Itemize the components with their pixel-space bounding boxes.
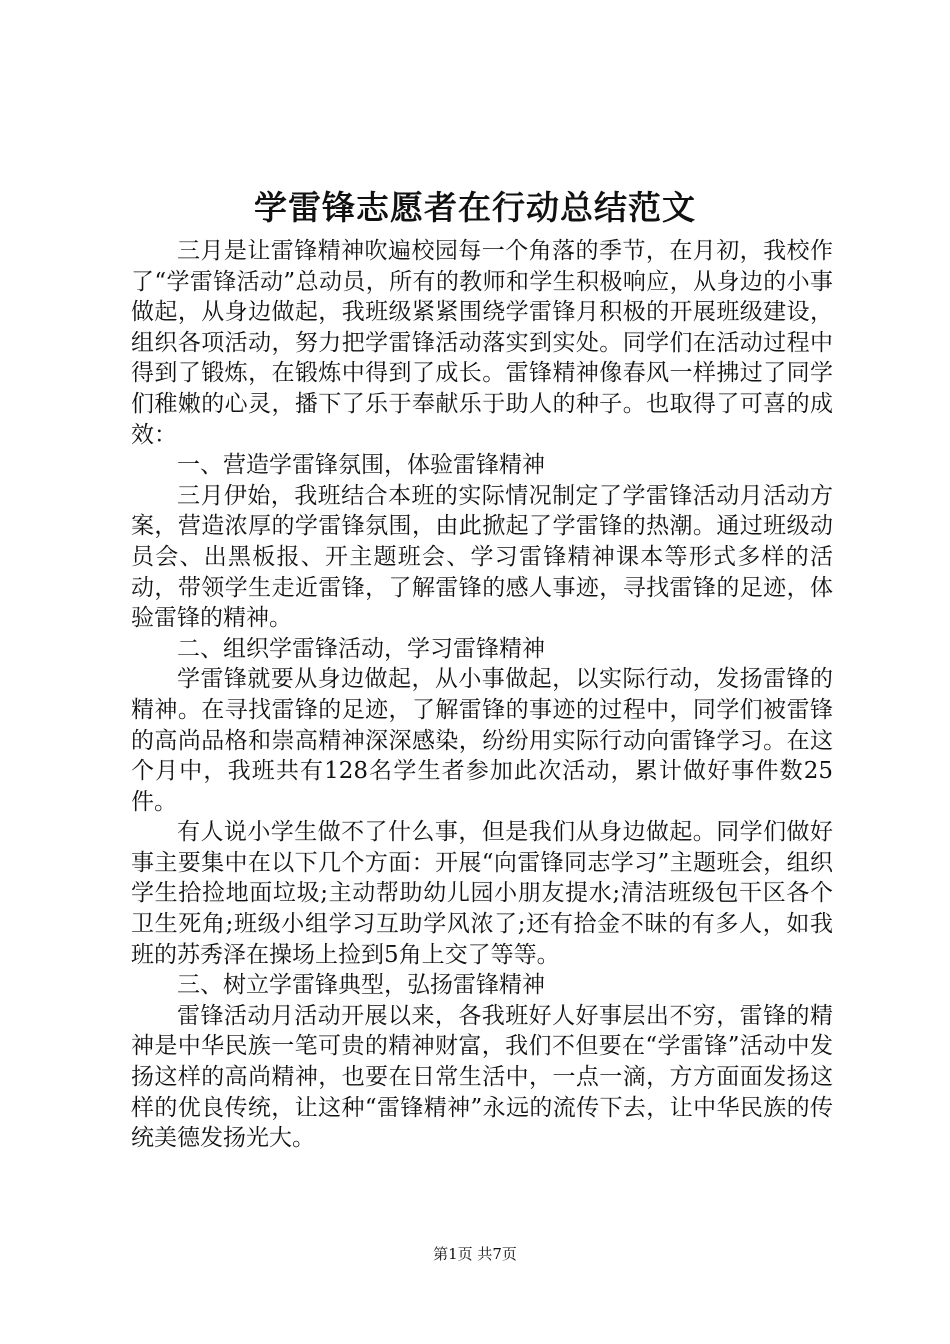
document-body [131,236,833,1154]
section-heading-1: 一、营造学雷锋氛围，体验雷锋精神 [177,452,545,479]
paragraph-section-1: 三月伊始，我班结合本班的实际情况制定了学雷锋活动月活动方案，营造浓厚的学雷锋氛围，由此掀起了学雷锋的热潮。通过班级动员会、出黑板报、开主题班会、学习雷锋精神课本等形式多样的活动，带领学生走近雷锋，了解雷锋的感人事迹，寻找雷锋的足迹，体验雷锋的精神。 [131,482,833,632]
paragraph-section-2: 学雷锋就要从身边做起，从小事做起，以实际行动，发扬雷锋的精神。在寻找雷锋的足迹，了解雷锋的事迹的过程中，同学们被雷锋的高尚品格和崇高精神深深感染，纷纷用实际行动向雷锋学习。在这个月中，我班共有128名学生者参加此次活动，累计做好事件数25件。 [131,666,833,815]
section-heading-2: 二、组织学雷锋活动，学习雷锋精神 [177,635,545,662]
document-title: 学雷锋志愿者在行动总结范文 [254,188,696,227]
paragraph-section-3: 雷锋活动月活动开展以来，各我班好人好事层出不穷，雷锋的精神是中华民族一笔可贵的精神财富，我们不但要在“学雷锋”活动中发扬这样的高尚精神，也要在日常生活中，一点一滴，方方面面发扬这样的优良传统，让这种“雷锋精神”永远的流传下去，让中华民族的传统美德发扬光大。 [131,1002,833,1152]
paragraph-intro: 三月是让雷锋精神吹遍校园每一个角落的季节，在月初，我校作了“学雷锋活动”总动员，所有的教师和学生积极响应，从身边的小事做起，从身边做起，我班级紧紧围绕学雷锋月积极的开展班级建设，组织各项活动，努力把学雷锋活动落实到实处。同学们在活动过程中得到了锻炼，在锻炼中得到了成长。雷锋精神像春风一样拂过了同学们稚嫩的心灵，播下了乐于奉献乐于助人的种子。也取得了可喜的成效： [131,238,833,448]
section-heading-3: 三、树立学雷锋典型，弘扬雷锋精神 [177,972,545,999]
paragraph-section-2-details: 有人说小学生做不了什么事，但是我们从身边做起。同学们做好事主要集中在以下几个方面：开展“向雷锋同志学习”主题班会，组织学生拾捡地面垃圾;主动帮助幼儿园小朋友提水;清洁班级包干区各个卫生死角;班级小组学习互助学风浓了;还有拾金不昧的有多人，如我班的苏秀泽在操场上捡到5角上交了等等。 [131,819,833,968]
page-number-footer: 第1页 共7页 [433,1245,517,1263]
